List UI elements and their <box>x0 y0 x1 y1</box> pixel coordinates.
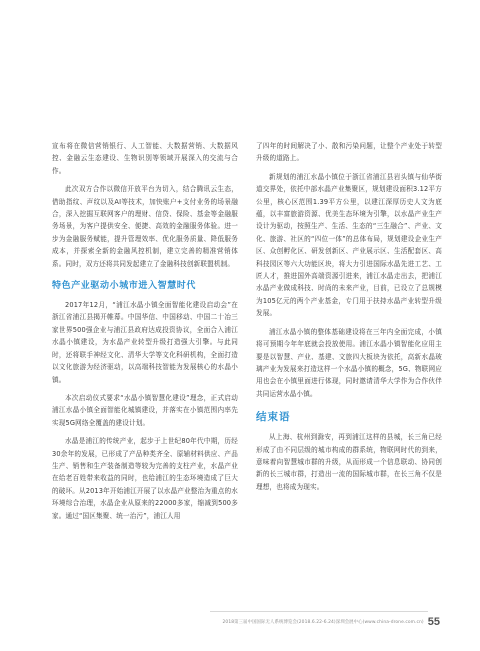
paragraph: 2017年12月，“浦江水晶小镇全面智能化建设启动会”在浙江省浦江县揭开帷幕。中国华信、中国移动、中国二十冶三家世界500强企业与浦江县政府达成投资协议，全面合入浦江水晶小镇建设，为水晶产业转型升级打造强大引擎。与此同时，还将联手神经文化、清华大学等文化科研机构，全面打造以文化旅游为经济驱动，以高端科技智能为发展核心的水晶小镇。 <box>52 301 238 384</box>
section-heading: 结束语 <box>256 411 291 424</box>
paragraph: 本次启动仪式要求“水晶小镇智慧化建设”理念，正式启动浦江水晶小镇全面智能化城镇建设，并落实在小镇范围内率先实现5G网络全覆盖的建设计划。 <box>52 393 238 427</box>
paragraph: 新规划的浦江水晶小镇位于浙江省浦江县岩头镇与仙华街道交界处，依托中部水晶产业集聚区，规划建设面积3.12平方公里，核心区范围1.39平方公里，以建江深厚历史人文为底蕴，以丰富旅游资源、优美生态环境为引擎，以水晶产业生产设计为驱动，按照生产、生活、生态的“三生融合”、产业、文化、旅游、社区的“四位一体”的总体布局，规划建设企业生产区、众创孵化区、研发创新区、产业展示区、生活配套区、高科技园区等六大功能区块，将大力引进国际水晶先进工艺、工匠人才，推进国外高端资源引进来，浦江水晶走出去，把浦江水晶产业做成科技、时尚的未来产业，目前，已设立了总规模为105亿元的两个产业基金，专门用于扶持水晶产业转型升级发展。 <box>256 172 442 318</box>
paragraph: 此次双方合作以微信开放平台为切入，结合腾讯云生态，借助指纹、声纹以及AI等技术，加快账户+支付业务的场景融合，深入挖掘互联网客户的理财、信贷、保险、基金等金融服务场景，为客户提供安全、便捷、高效的金融服务体验。进一步为金融服务赋能，提升管理效率、优化服务质量、降低服务成本，并探索全新的金融风控机制，建立完善的精准营销体系。同时，双方还将共同发起建立了金融科技创新联盟机制。 <box>52 185 238 268</box>
page-footer <box>210 616 440 628</box>
paragraph: 从上海、杭州到滁安，再到浦江这样的县城，长三角已经形成了由不同层级的城市构成的群系统，物联网时代的到来，意味着向智慧城市群的升级，从而形成一个信息联动、协同创新的长三城市群，打造出一流的国际城市群，在长三角不仅是理想，也将成为现实。 <box>256 433 442 491</box>
footer-running-text: 2018第三届中国国际无人系统博览会(2018.6.22-6.24)深圳会展中心(www.china-drone.com.cn) <box>222 620 424 625</box>
left-column <box>52 140 238 522</box>
paragraph: 了四年的时间解决了小、散和污染问题，让整个产业处于转型升级的道路上。 <box>256 142 442 163</box>
paragraph: 浦江水晶小镇的整体基础建设将在三年内全面完成，小镇将可预期今年年底就会投放使用。浦江水晶小镇智能化应用主要是以智慧、产业、基建、文旅四大板块为依托，高新水晶玻璃产业为发展来打造这样一个水晶小镇的概念，5G、物联网应用也会在小镇里面进行体现，同时邀请清华大学作为合作伙伴共同运营水晶小镇。 <box>256 327 442 398</box>
paragraph: 水晶是浦江的传统产业，起步于上世纪80年代中期，历经30余年的发展，已形成了产品种类齐全、原辅材料供应、产品生产、销售和生产装备制造等较为完善的支柱产业，水晶产业在给老百姓带来收益的同时，也给浦江的生态环境造成了巨大的破坏。从2013年开始浦江开展了以水晶产业整治为重点的水环境综合治理，水晶企业从原来的22000多家，缩减到500多家。通过“国区集聚、统一治污”，浦江人用 <box>52 437 238 520</box>
section-heading: 特色产业驱动小城市进入智慧时代 <box>52 281 197 292</box>
footer-divider <box>210 611 428 612</box>
page-number: 55 <box>427 616 440 628</box>
right-column <box>256 140 442 493</box>
paragraph: 宣布将在微信营销银行、人工智能、大数据营销、大数据风控、金融云生态建设、生物识别等领域开展深入的交流与合作。 <box>52 142 238 175</box>
